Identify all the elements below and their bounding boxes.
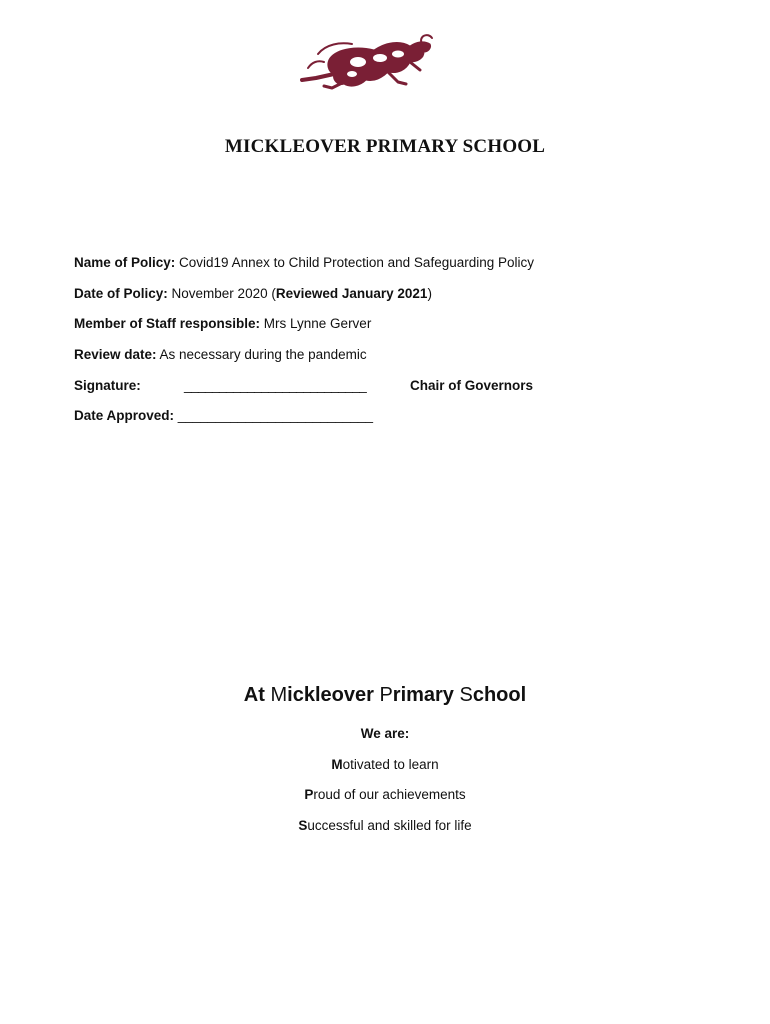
- motto-title-p: P: [379, 684, 393, 706]
- motto-title: [0, 684, 770, 707]
- policy-name-value: Covid19 Annex to Child Protection and Safeguarding Policy: [175, 255, 535, 270]
- policy-name-field: [74, 255, 534, 270]
- date-approved-field: [74, 408, 373, 423]
- motto-title-m: M: [270, 684, 288, 706]
- motto-line-proud: [0, 787, 770, 802]
- motto-text: otivated to learn: [342, 757, 439, 772]
- date-approved-line: __________________________: [174, 408, 373, 423]
- review-date-label: Review date:: [74, 347, 157, 362]
- staff-responsible-field: [74, 316, 371, 331]
- policy-date-value: November 2020 (: [167, 286, 276, 301]
- signature-label: Signature:: [74, 378, 141, 393]
- motto-initial: M: [331, 757, 343, 772]
- motto-initial: P: [304, 787, 314, 802]
- review-date-field: [74, 347, 367, 362]
- signature-role: Chair of Governors: [410, 378, 534, 393]
- school-title: MICKLEOVER PRIMARY SCHOOL: [224, 136, 546, 157]
- date-approved-label: Date Approved:: [74, 408, 175, 423]
- policy-date-close: ): [427, 286, 432, 301]
- motto-title-at: At: [243, 684, 271, 706]
- motto-title-chool: chool: [472, 684, 527, 706]
- motto-title-rimary: rimary: [392, 684, 460, 706]
- motto-text: uccessful and skilled for life: [307, 818, 472, 833]
- policy-date-field: [74, 286, 432, 301]
- staff-responsible-label: Member of Staff responsible:: [74, 316, 261, 331]
- motto-text: roud of our achievements: [313, 787, 466, 802]
- motto-line-motivated: [0, 757, 770, 772]
- policy-reviewed-date: Reviewed January 2021: [275, 286, 428, 301]
- staff-responsible-value: Mrs Lynne Gerver: [260, 316, 372, 331]
- motto-initial: S: [298, 818, 308, 833]
- we-are-heading: We are:: [360, 726, 410, 741]
- motto-title-s: S: [459, 684, 473, 706]
- motto-line-successful: [0, 818, 770, 833]
- leaping-ram-logo-icon: [288, 28, 438, 92]
- policy-date-label: Date of Policy:: [74, 286, 168, 301]
- policy-name-label: Name of Policy:: [74, 255, 176, 270]
- motto-title-ickleover: ickleover: [287, 684, 380, 706]
- review-date-value: As necessary during the pandemic: [156, 347, 367, 362]
- signature-line: __________________________: [184, 378, 367, 393]
